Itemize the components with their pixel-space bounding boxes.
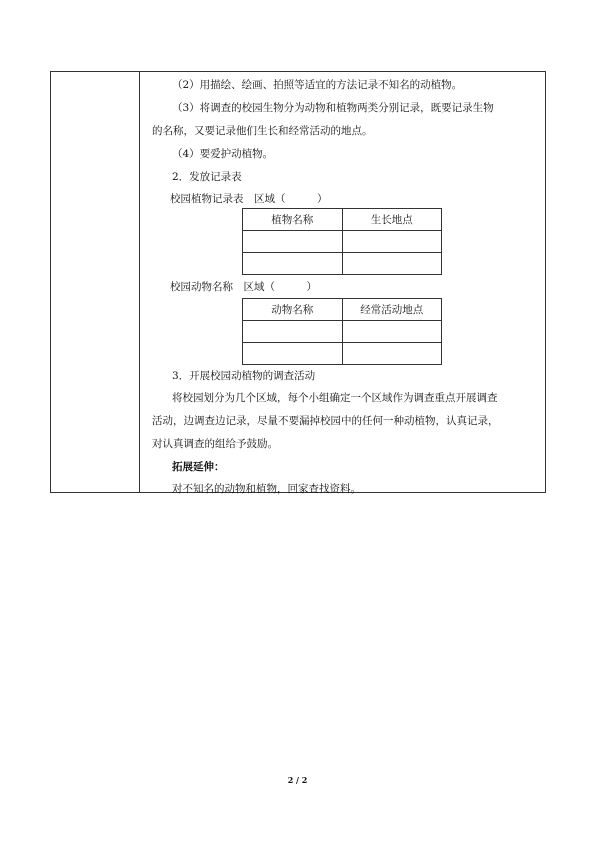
extension-heading: 拓展延伸： (172, 461, 225, 473)
plant-table-caption: 校园植物记录表 区域（ ） (170, 193, 328, 205)
text-line: （4）要爱护动植物。 (172, 148, 274, 160)
table-cell (243, 253, 343, 275)
text-line: 对不知名的动物和植物，回家查找资料。 (172, 483, 361, 495)
table-cell (243, 321, 343, 343)
table-cell (342, 321, 442, 343)
table-header-cell: 经常活动地点 (342, 299, 442, 321)
left-column (51, 72, 140, 492)
table-cell (243, 343, 343, 365)
animal-table-caption: 校园动物名称 区域（ ） (170, 281, 317, 293)
section-heading: 2．发放记录表 (172, 171, 242, 183)
text-line: （3）将调查的校园生物分为动物和植物两类分别记录，既要记录生物 (172, 102, 494, 114)
text-line: 的名称，又要记录他们生长和经常活动的地点。 (152, 125, 373, 137)
animal-record-table (242, 298, 442, 365)
section-heading: 3．开展校园动植物的调查活动 (172, 370, 316, 382)
text-line: 活动，边调查边记录，尽量不要漏掉校园中的任何一种动植物，认真记录， (152, 415, 499, 427)
table-header-cell: 植物名称 (243, 209, 343, 231)
table-cell (243, 231, 343, 253)
table-header-cell: 生长地点 (342, 209, 442, 231)
text-line: 将校园划分为几个区域，每个小组确定一个区域作为调查重点开展调查 (172, 392, 498, 404)
text-line: （2）用描绘、绘画、拍照等适宜的方法记录不知名的动植物。 (172, 79, 463, 91)
table-cell (342, 253, 442, 275)
table-header-cell: 动物名称 (243, 299, 343, 321)
page-number: 2 / 2 (287, 775, 308, 785)
plant-record-table (242, 208, 442, 275)
table-cell (342, 343, 442, 365)
text-line: 对认真调查的组给予鼓励。 (152, 438, 278, 450)
table-cell (342, 231, 442, 253)
